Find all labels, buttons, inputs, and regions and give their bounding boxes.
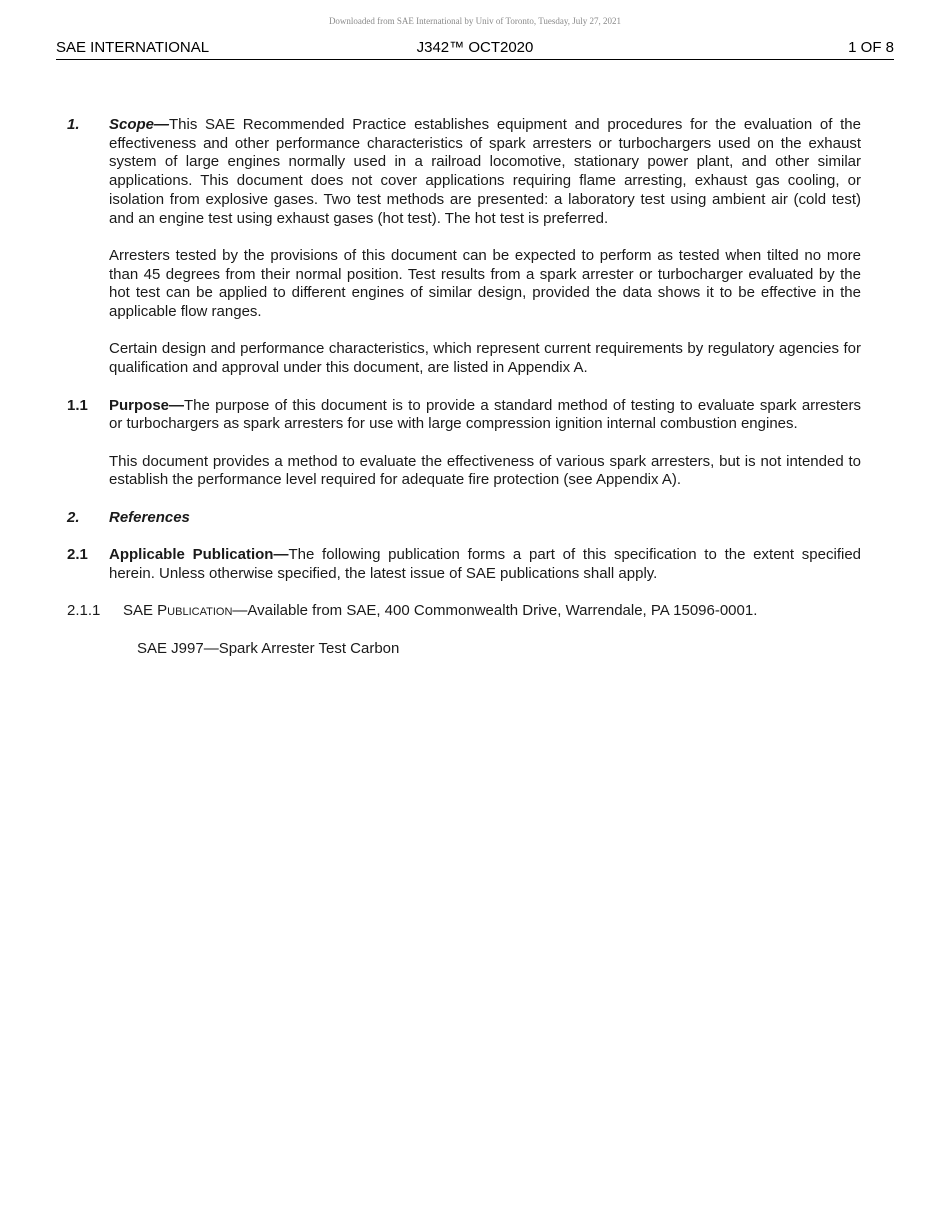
- reference-item: SAE J997—Spark Arrester Test Carbon: [137, 639, 400, 657]
- section-number: 2.: [67, 508, 80, 526]
- section-purpose: [67, 397, 861, 434]
- scope-paragraph-3: Certain design and performance characteristics, which represent current requirements by regulatory agencies for qualification and approval under this document, are listed in Appendix A.: [109, 340, 861, 377]
- header-document-id: J342™ OCT2020: [416, 39, 534, 56]
- section-number: 1.: [67, 116, 80, 133]
- section-number: 2.1: [67, 546, 88, 564]
- purpose-paragraph-2: This document provides a method to evaluate the effectiveness of various spark arresters, but is not intended to establish the performance level required for adequate fire protection (see Appendix A).: [109, 452, 861, 489]
- section-number: 1.1: [67, 396, 88, 414]
- section-title: SAE Publication: [123, 602, 233, 620]
- section-title: Purpose—: [109, 396, 185, 414]
- download-watermark: Downloaded from SAE International by Univ of Toronto, Tuesday, July 27, 2021: [328, 16, 622, 26]
- section-scope: [67, 116, 861, 228]
- section-number: 2.1.1: [67, 602, 101, 620]
- section-references: [67, 509, 861, 528]
- page-header: [56, 38, 894, 60]
- section-text: The purpose of this document is to provide a standard method of testing to evaluate spark arresters or turbochargers as spark arresters for use with large compression ignition internal combustion engines.: [109, 396, 861, 433]
- section-sae-publication: [67, 602, 861, 621]
- scope-paragraph-2: Arresters tested by the provisions of this document can be expected to perform as tested when tilted no more than 45 degrees from their normal position. Test results from a spark arrester or turbocharger evaluated by the hot test can be applied to different engines of similar design, provided the data shows it to be effective in the applicable flow ranges.: [109, 246, 861, 321]
- section-title: References: [109, 508, 190, 526]
- section-text: This SAE Recommended Practice establishes equipment and procedures for the evaluation of the effectiveness and other performance characteristics of spark arresters or turbochargers used on the exhaust system of large engines normally used in a railroad locomotive, stationary power plant, and other similar applications. This document does not cover applications requiring flame arresting, exhaust gas cooling, or isolation from explosive gases. Two test methods are presented: a laboratory test using ambient air (cold test) and an engine test using exhaust gases (hot test). The hot test is preferred.: [109, 116, 861, 227]
- header-page-number: 1 OF 8: [848, 39, 894, 56]
- section-applicable-publication: [67, 546, 861, 583]
- document-body: [67, 116, 861, 658]
- header-organization: SAE INTERNATIONAL: [56, 39, 210, 56]
- section-title: Scope—: [109, 116, 170, 133]
- section-title: Applicable Publication—: [109, 546, 289, 564]
- section-text: The following publication forms a part of this specification to the extent specified herein. Unless otherwise specified, the latest issue of SAE publications shall apply.: [109, 546, 862, 582]
- section-text: —Available from SAE, 400 Commonwealth Drive, Warrendale, PA 15096-0001.: [232, 602, 758, 620]
